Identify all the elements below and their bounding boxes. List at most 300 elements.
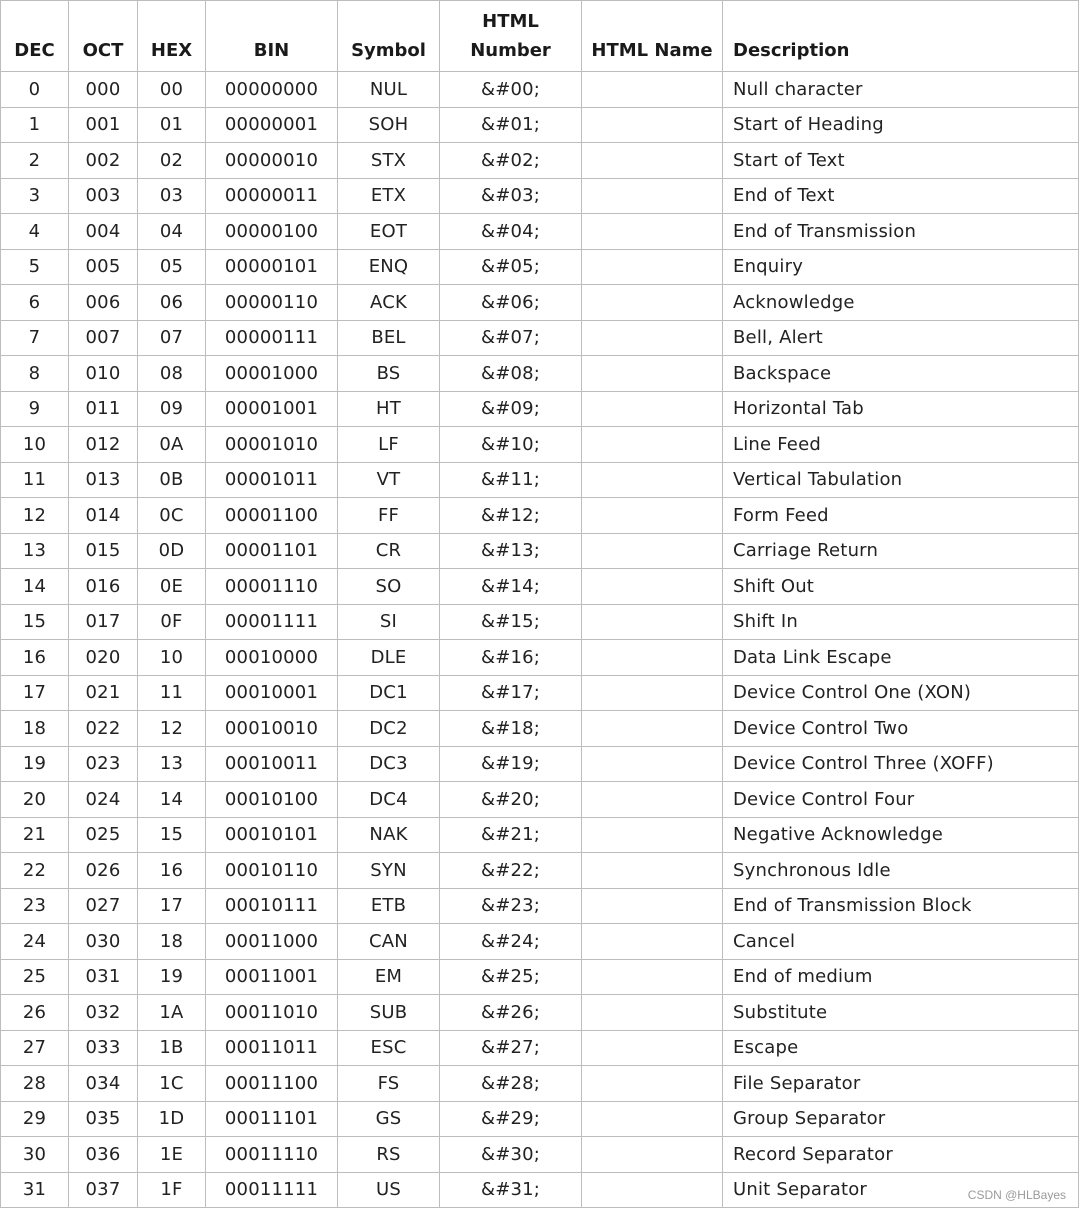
cell-hex: 1D: [138, 1101, 206, 1137]
cell-hex: 04: [138, 214, 206, 250]
cell-bin: 00000101: [206, 249, 338, 285]
cell-html-name: [582, 817, 723, 853]
cell-symbol: STX: [338, 143, 440, 179]
cell-dec: 14: [1, 569, 69, 605]
cell-symbol: DC1: [338, 675, 440, 711]
cell-html-name: [582, 178, 723, 214]
cell-dec: 10: [1, 427, 69, 463]
cell-html-name: [582, 995, 723, 1031]
cell-symbol: BS: [338, 356, 440, 392]
cell-symbol: US: [338, 1172, 440, 1208]
cell-description: Group Separator: [723, 1101, 1079, 1137]
cell-oct: 027: [69, 888, 138, 924]
cell-bin: 00011001: [206, 959, 338, 995]
cell-oct: 011: [69, 391, 138, 427]
cell-hex: 07: [138, 320, 206, 356]
cell-dec: 21: [1, 817, 69, 853]
cell-oct: 026: [69, 853, 138, 889]
cell-description: End of Transmission: [723, 214, 1079, 250]
cell-description: Enquiry: [723, 249, 1079, 285]
header-dec: DEC: [1, 1, 69, 72]
cell-hex: 14: [138, 782, 206, 818]
cell-html-number: &#20;: [440, 782, 582, 818]
cell-bin: 00011101: [206, 1101, 338, 1137]
cell-dec: 18: [1, 711, 69, 747]
cell-html-name: [582, 249, 723, 285]
cell-symbol: EM: [338, 959, 440, 995]
header-html-name: HTML Name: [582, 1, 723, 72]
cell-description: Cancel: [723, 924, 1079, 960]
cell-hex: 19: [138, 959, 206, 995]
cell-bin: 00001101: [206, 533, 338, 569]
cell-oct: 035: [69, 1101, 138, 1137]
cell-dec: 25: [1, 959, 69, 995]
cell-symbol: NUL: [338, 72, 440, 108]
cell-hex: 1E: [138, 1137, 206, 1173]
cell-oct: 037: [69, 1172, 138, 1208]
cell-html-name: [582, 569, 723, 605]
header-html-number: [440, 1, 582, 72]
cell-description: Form Feed: [723, 498, 1079, 534]
header-html-number-line1: HTML: [482, 11, 539, 32]
cell-html-number: &#26;: [440, 995, 582, 1031]
cell-html-name: [582, 640, 723, 676]
cell-html-name: [582, 1101, 723, 1137]
cell-hex: 0A: [138, 427, 206, 463]
table-row: [1, 1172, 1079, 1208]
table-row: [1, 1030, 1079, 1066]
cell-dec: 0: [1, 72, 69, 108]
cell-html-name: [582, 356, 723, 392]
cell-html-name: [582, 746, 723, 782]
table-row: [1, 427, 1079, 463]
cell-html-number: &#03;: [440, 178, 582, 214]
cell-hex: 10: [138, 640, 206, 676]
cell-hex: 1C: [138, 1066, 206, 1102]
cell-bin: 00011000: [206, 924, 338, 960]
cell-bin: 00001110: [206, 569, 338, 605]
cell-html-name: [582, 959, 723, 995]
table-row: [1, 604, 1079, 640]
cell-html-number: &#08;: [440, 356, 582, 392]
table-row: [1, 1066, 1079, 1102]
cell-dec: 11: [1, 462, 69, 498]
cell-bin: 00010100: [206, 782, 338, 818]
cell-html-number: &#00;: [440, 72, 582, 108]
cell-bin: 00010010: [206, 711, 338, 747]
cell-hex: 1F: [138, 1172, 206, 1208]
cell-bin: 00000011: [206, 178, 338, 214]
cell-hex: 03: [138, 178, 206, 214]
cell-hex: 00: [138, 72, 206, 108]
cell-bin: 00010011: [206, 746, 338, 782]
cell-symbol: SYN: [338, 853, 440, 889]
cell-html-name: [582, 498, 723, 534]
cell-hex: 01: [138, 107, 206, 143]
table-row: [1, 959, 1079, 995]
watermark: CSDN @HLBayes: [967, 1188, 1066, 1202]
cell-html-number: &#02;: [440, 143, 582, 179]
cell-dec: 12: [1, 498, 69, 534]
cell-description: Device Control Three (XOFF): [723, 746, 1079, 782]
table-row: [1, 249, 1079, 285]
cell-oct: 031: [69, 959, 138, 995]
cell-description: Null character: [723, 72, 1079, 108]
table-row: [1, 107, 1079, 143]
cell-html-name: [582, 675, 723, 711]
cell-html-number: &#21;: [440, 817, 582, 853]
table-row: [1, 462, 1079, 498]
cell-symbol: GS: [338, 1101, 440, 1137]
cell-oct: 034: [69, 1066, 138, 1102]
cell-description: Line Feed: [723, 427, 1079, 463]
cell-bin: 00001010: [206, 427, 338, 463]
cell-html-number: &#15;: [440, 604, 582, 640]
cell-description: Device Control Two: [723, 711, 1079, 747]
table-row: [1, 320, 1079, 356]
cell-html-name: [582, 285, 723, 321]
cell-oct: 022: [69, 711, 138, 747]
cell-html-name: [582, 427, 723, 463]
cell-oct: 023: [69, 746, 138, 782]
cell-hex: 1A: [138, 995, 206, 1031]
cell-html-number: &#22;: [440, 853, 582, 889]
cell-symbol: DC4: [338, 782, 440, 818]
cell-bin: 00000100: [206, 214, 338, 250]
cell-description: Start of Text: [723, 143, 1079, 179]
cell-hex: 12: [138, 711, 206, 747]
table-row: [1, 995, 1079, 1031]
table-row: [1, 711, 1079, 747]
cell-symbol: DC3: [338, 746, 440, 782]
cell-html-name: [582, 533, 723, 569]
cell-bin: 00010001: [206, 675, 338, 711]
cell-dec: 4: [1, 214, 69, 250]
cell-bin: 00010101: [206, 817, 338, 853]
cell-html-name: [582, 853, 723, 889]
cell-hex: 0B: [138, 462, 206, 498]
cell-symbol: HT: [338, 391, 440, 427]
cell-html-number: &#24;: [440, 924, 582, 960]
cell-html-number: &#18;: [440, 711, 582, 747]
cell-oct: 025: [69, 817, 138, 853]
cell-bin: 00001001: [206, 391, 338, 427]
header-symbol: Symbol: [338, 1, 440, 72]
cell-html-name: [582, 888, 723, 924]
table-row: [1, 356, 1079, 392]
cell-oct: 036: [69, 1137, 138, 1173]
cell-html-name: [582, 1172, 723, 1208]
cell-dec: 3: [1, 178, 69, 214]
cell-html-number: &#06;: [440, 285, 582, 321]
table-row: [1, 924, 1079, 960]
cell-hex: 0D: [138, 533, 206, 569]
cell-dec: 16: [1, 640, 69, 676]
cell-dec: 30: [1, 1137, 69, 1173]
cell-html-number: &#10;: [440, 427, 582, 463]
cell-hex: 09: [138, 391, 206, 427]
cell-oct: 015: [69, 533, 138, 569]
cell-html-number: &#16;: [440, 640, 582, 676]
cell-description: Device Control One (XON): [723, 675, 1079, 711]
cell-symbol: CAN: [338, 924, 440, 960]
table-header-row: [1, 1, 1079, 72]
cell-symbol: SOH: [338, 107, 440, 143]
cell-oct: 013: [69, 462, 138, 498]
cell-oct: 007: [69, 320, 138, 356]
cell-oct: 014: [69, 498, 138, 534]
cell-dec: 15: [1, 604, 69, 640]
cell-html-name: [582, 214, 723, 250]
cell-dec: 22: [1, 853, 69, 889]
cell-description: Horizontal Tab: [723, 391, 1079, 427]
cell-symbol: VT: [338, 462, 440, 498]
table-row: [1, 888, 1079, 924]
cell-hex: 08: [138, 356, 206, 392]
cell-oct: 000: [69, 72, 138, 108]
cell-oct: 032: [69, 995, 138, 1031]
cell-html-number: &#14;: [440, 569, 582, 605]
cell-symbol: DLE: [338, 640, 440, 676]
cell-description: Unit Separator: [723, 1172, 1079, 1208]
table-row: [1, 178, 1079, 214]
cell-hex: 0F: [138, 604, 206, 640]
cell-bin: 00010000: [206, 640, 338, 676]
cell-bin: 00011100: [206, 1066, 338, 1102]
table-row: [1, 1101, 1079, 1137]
cell-hex: 06: [138, 285, 206, 321]
table-row: [1, 640, 1079, 676]
table-row: [1, 853, 1079, 889]
cell-oct: 003: [69, 178, 138, 214]
cell-hex: 16: [138, 853, 206, 889]
cell-bin: 00001111: [206, 604, 338, 640]
cell-hex: 11: [138, 675, 206, 711]
cell-description: Data Link Escape: [723, 640, 1079, 676]
cell-dec: 17: [1, 675, 69, 711]
cell-bin: 00010110: [206, 853, 338, 889]
cell-html-number: &#13;: [440, 533, 582, 569]
cell-hex: 13: [138, 746, 206, 782]
cell-bin: 00000000: [206, 72, 338, 108]
cell-html-name: [582, 462, 723, 498]
cell-dec: 29: [1, 1101, 69, 1137]
cell-dec: 8: [1, 356, 69, 392]
cell-description: Escape: [723, 1030, 1079, 1066]
cell-html-number: &#11;: [440, 462, 582, 498]
cell-oct: 012: [69, 427, 138, 463]
cell-html-name: [582, 72, 723, 108]
table-row: [1, 782, 1079, 818]
cell-description: Shift Out: [723, 569, 1079, 605]
table-row: [1, 817, 1079, 853]
cell-html-name: [582, 143, 723, 179]
cell-hex: 0E: [138, 569, 206, 605]
cell-html-name: [582, 1137, 723, 1173]
cell-hex: 17: [138, 888, 206, 924]
cell-dec: 23: [1, 888, 69, 924]
cell-symbol: FS: [338, 1066, 440, 1102]
cell-symbol: ETX: [338, 178, 440, 214]
cell-html-name: [582, 320, 723, 356]
cell-html-number: &#01;: [440, 107, 582, 143]
table-row: [1, 746, 1079, 782]
cell-html-number: &#25;: [440, 959, 582, 995]
cell-oct: 017: [69, 604, 138, 640]
table-body: [1, 72, 1079, 1208]
cell-oct: 001: [69, 107, 138, 143]
cell-html-number: &#27;: [440, 1030, 582, 1066]
cell-description: Bell, Alert: [723, 320, 1079, 356]
cell-bin: 00000111: [206, 320, 338, 356]
cell-bin: 00001000: [206, 356, 338, 392]
cell-html-number: &#31;: [440, 1172, 582, 1208]
cell-symbol: ETB: [338, 888, 440, 924]
cell-bin: 00000110: [206, 285, 338, 321]
header-hex: HEX: [138, 1, 206, 72]
cell-hex: 02: [138, 143, 206, 179]
cell-html-number: &#29;: [440, 1101, 582, 1137]
cell-oct: 021: [69, 675, 138, 711]
cell-symbol: EOT: [338, 214, 440, 250]
table-row: [1, 391, 1079, 427]
cell-dec: 24: [1, 924, 69, 960]
header-html-number-line2: Number: [470, 40, 551, 61]
cell-dec: 6: [1, 285, 69, 321]
cell-oct: 006: [69, 285, 138, 321]
cell-oct: 002: [69, 143, 138, 179]
cell-description: Acknowledge: [723, 285, 1079, 321]
header-description: Description: [723, 1, 1079, 72]
cell-oct: 033: [69, 1030, 138, 1066]
table-row: [1, 1137, 1079, 1173]
table-row: [1, 143, 1079, 179]
cell-description: Backspace: [723, 356, 1079, 392]
table-row: [1, 498, 1079, 534]
cell-description: Start of Heading: [723, 107, 1079, 143]
cell-dec: 7: [1, 320, 69, 356]
cell-html-name: [582, 1030, 723, 1066]
cell-oct: 024: [69, 782, 138, 818]
cell-dec: 19: [1, 746, 69, 782]
cell-dec: 27: [1, 1030, 69, 1066]
cell-symbol: SI: [338, 604, 440, 640]
table-row: [1, 533, 1079, 569]
cell-html-name: [582, 1066, 723, 1102]
cell-description: Shift In: [723, 604, 1079, 640]
cell-html-number: &#05;: [440, 249, 582, 285]
cell-html-number: &#28;: [440, 1066, 582, 1102]
cell-html-number: &#17;: [440, 675, 582, 711]
cell-description: Record Separator: [723, 1137, 1079, 1173]
cell-dec: 20: [1, 782, 69, 818]
cell-html-name: [582, 604, 723, 640]
cell-description: End of Transmission Block: [723, 888, 1079, 924]
cell-html-number: &#19;: [440, 746, 582, 782]
cell-bin: 00010111: [206, 888, 338, 924]
cell-symbol: DC2: [338, 711, 440, 747]
cell-description: Device Control Four: [723, 782, 1079, 818]
cell-dec: 9: [1, 391, 69, 427]
cell-html-name: [582, 107, 723, 143]
header-bin: BIN: [206, 1, 338, 72]
cell-oct: 016: [69, 569, 138, 605]
cell-symbol: BEL: [338, 320, 440, 356]
cell-dec: 26: [1, 995, 69, 1031]
cell-bin: 00011011: [206, 1030, 338, 1066]
cell-oct: 030: [69, 924, 138, 960]
cell-symbol: ACK: [338, 285, 440, 321]
cell-symbol: CR: [338, 533, 440, 569]
cell-bin: 00001100: [206, 498, 338, 534]
cell-description: End of medium: [723, 959, 1079, 995]
cell-symbol: FF: [338, 498, 440, 534]
cell-dec: 31: [1, 1172, 69, 1208]
cell-oct: 010: [69, 356, 138, 392]
cell-bin: 00011110: [206, 1137, 338, 1173]
cell-dec: 2: [1, 143, 69, 179]
header-oct: OCT: [69, 1, 138, 72]
cell-oct: 004: [69, 214, 138, 250]
cell-bin: 00011010: [206, 995, 338, 1031]
cell-oct: 005: [69, 249, 138, 285]
cell-html-number: &#07;: [440, 320, 582, 356]
cell-description: Synchronous Idle: [723, 853, 1079, 889]
cell-hex: 05: [138, 249, 206, 285]
cell-description: Carriage Return: [723, 533, 1079, 569]
cell-bin: 00000010: [206, 143, 338, 179]
cell-dec: 13: [1, 533, 69, 569]
cell-dec: 28: [1, 1066, 69, 1102]
cell-dec: 5: [1, 249, 69, 285]
cell-html-number: &#30;: [440, 1137, 582, 1173]
cell-bin: 00000001: [206, 107, 338, 143]
cell-html-name: [582, 782, 723, 818]
table-row: [1, 72, 1079, 108]
cell-symbol: RS: [338, 1137, 440, 1173]
cell-html-number: &#09;: [440, 391, 582, 427]
cell-symbol: ESC: [338, 1030, 440, 1066]
table-row: [1, 569, 1079, 605]
cell-html-number: &#12;: [440, 498, 582, 534]
table-row: [1, 675, 1079, 711]
cell-description: Substitute: [723, 995, 1079, 1031]
table-row: [1, 285, 1079, 321]
cell-html-name: [582, 711, 723, 747]
cell-hex: 1B: [138, 1030, 206, 1066]
cell-description: End of Text: [723, 178, 1079, 214]
cell-html-number: &#04;: [440, 214, 582, 250]
cell-html-name: [582, 924, 723, 960]
cell-description: File Separator: [723, 1066, 1079, 1102]
cell-bin: 00011111: [206, 1172, 338, 1208]
cell-symbol: NAK: [338, 817, 440, 853]
cell-bin: 00001011: [206, 462, 338, 498]
cell-symbol: SO: [338, 569, 440, 605]
cell-hex: 15: [138, 817, 206, 853]
cell-description: Negative Acknowledge: [723, 817, 1079, 853]
cell-symbol: ENQ: [338, 249, 440, 285]
cell-hex: 0C: [138, 498, 206, 534]
cell-symbol: SUB: [338, 995, 440, 1031]
cell-hex: 18: [138, 924, 206, 960]
cell-html-number: &#23;: [440, 888, 582, 924]
cell-html-name: [582, 391, 723, 427]
cell-description: Vertical Tabulation: [723, 462, 1079, 498]
cell-symbol: LF: [338, 427, 440, 463]
cell-dec: 1: [1, 107, 69, 143]
table-row: [1, 214, 1079, 250]
